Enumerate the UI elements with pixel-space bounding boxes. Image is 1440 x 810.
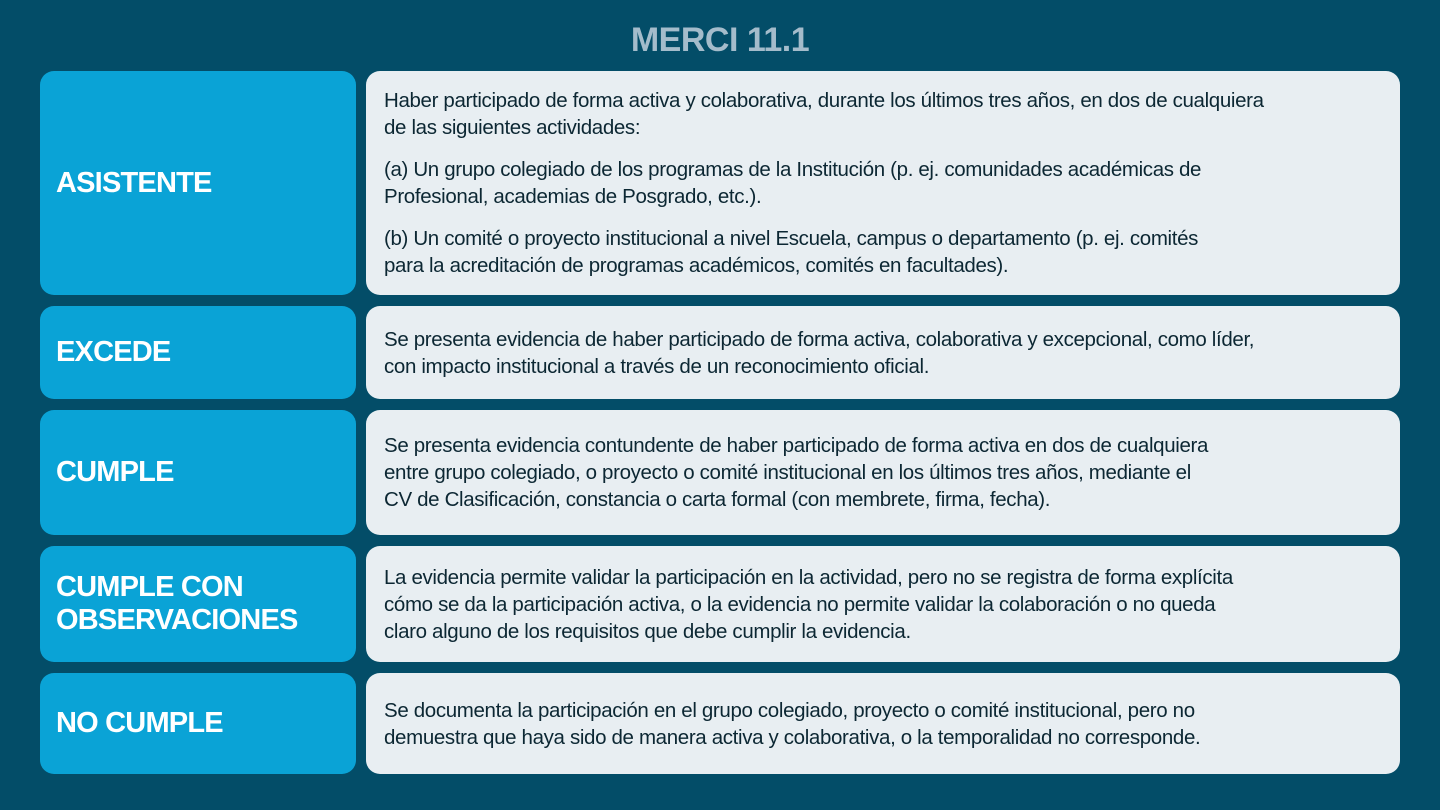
level-label: CUMPLE CON OBSERVACIONES (40, 546, 356, 662)
level-description (366, 546, 1400, 662)
level-label: ASISTENTE (40, 71, 356, 295)
description-paragraph: La evidencia permite validar la participación en la actividad, pero no se registra de forma explícita cómo se da la participación activa, o la evidencia no permite validar la colaboración o no queda claro alguno de los requisitos que debe cumplir la evidencia. (384, 565, 1233, 643)
description-paragraph: Se presenta evidencia contundente de haber participado de forma activa en dos de cualquiera entre grupo colegiado, o proyecto o comité institucional en los últimos tres años, mediante el CV de Clasificación, constancia o carta formal (con membrete, firma, fecha). (384, 434, 1209, 511)
level-description (366, 306, 1400, 399)
level-label: EXCEDE (40, 306, 356, 399)
criteria-row-excede (40, 306, 1400, 399)
description-paragraph: Se presenta evidencia de haber participado de forma activa, colaborativa y excepcional, como líder, con impacto institucional a través de un reconocimiento oficial. (384, 327, 1255, 378)
criteria-row-cumple-con-observaciones (40, 546, 1400, 662)
level-label: CUMPLE (40, 410, 356, 535)
level-description (366, 673, 1400, 774)
description-paragraph: (a) Un grupo colegiado de los programas de la Institución (p. ej. comunidades académicas de Profesional, academias de Posgrado, etc.). (384, 158, 1202, 208)
level-description (366, 410, 1400, 535)
description-paragraph: (b) Un comité o proyecto institucional a nivel Escuela, campus o departamento (p. ej. comités para la acreditación de programas académicos, comités en facultades). (384, 227, 1199, 277)
criteria-row-asistente (40, 71, 1400, 295)
description-paragraph: Haber participado de forma activa y colaborativa, durante los últimos tres años, en dos de cualquiera de las siguientes actividades: (384, 89, 1264, 139)
criteria-row-no-cumple (40, 673, 1400, 774)
level-label: NO CUMPLE (40, 673, 356, 774)
criteria-row-cumple (40, 410, 1400, 535)
page-title: MERCI 11.1 (630, 21, 810, 59)
level-description (366, 71, 1400, 295)
description-paragraph: Se documenta la participación en el grupo colegiado, proyecto o comité institucional, pero no demuestra que haya sido de manera activa y colaborativa, o la temporalidad no corresponde. (384, 698, 1201, 749)
